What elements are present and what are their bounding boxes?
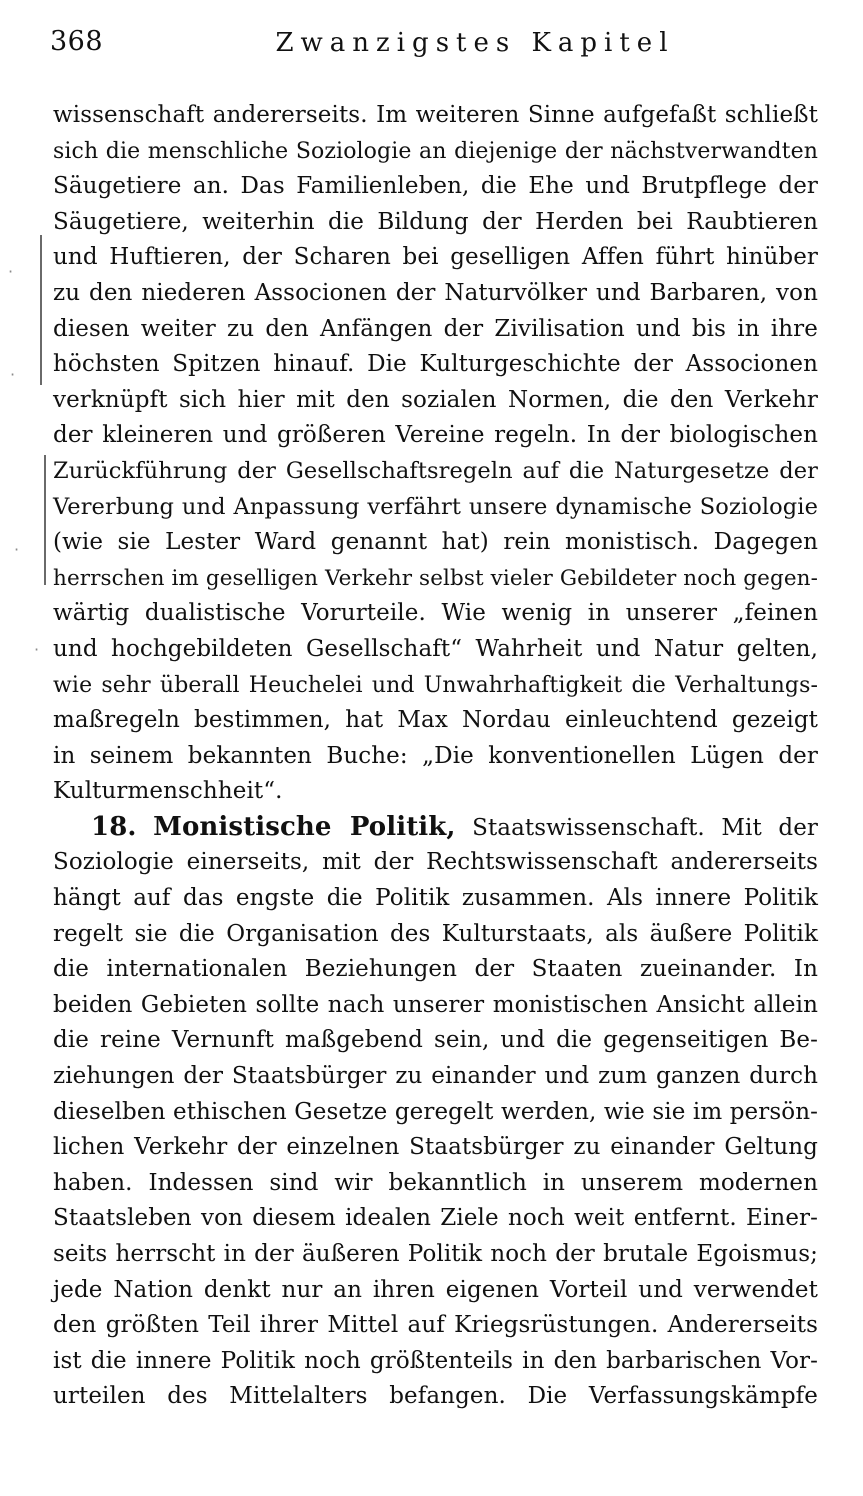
text-line: diesen weiter zu den Anfängen der Zivilisation und bis in ihre — [53, 315, 818, 342]
text-line: sich die menschliche Soziologie an diejenige der nächstverwandten — [53, 138, 818, 164]
pencil-line-lower — [44, 455, 46, 585]
text-line: Staatsleben von diesem idealen Ziele noch weit entfernt. Einer- — [53, 1205, 818, 1232]
text-line: Soziologie einerseits, mit der Rechtswissenschaft andererseits — [53, 849, 818, 876]
text-line: maßregeln bestimmen, hat Max Nordau einleuchtend gezeigt — [53, 707, 818, 734]
pencil-mark: · — [34, 640, 40, 659]
text-line: Zurückführung der Gesellschaftsregeln auf die Naturgesetze der — [53, 457, 818, 484]
text-line: urteilen des Mittelalters befangen. Die Verfassungskämpfe — [53, 1383, 818, 1410]
text-line: und Huftieren, der Scharen bei geselligen Affen führt hinüber — [53, 244, 818, 271]
text-line: dieselben ethischen Gesetze geregelt werden, wie sie im persön- — [53, 1098, 818, 1125]
text-line: lichen Verkehr der einzelnen Staatsbürger zu einander Geltung — [53, 1134, 818, 1161]
text-line: haben. Indessen sind wir bekanntlich in unserem modernen — [53, 1169, 818, 1196]
text-line: den größten Teil ihrer Mittel auf Kriegsrüstungen. Andererseits — [53, 1312, 818, 1339]
text-line: der kleineren und größeren Vereine regeln. In der biologischen — [53, 422, 818, 449]
running-head: Zwanzigstes Kapitel — [275, 28, 675, 58]
text-line: Säugetiere an. Das Familienleben, die Ehe und Brutpflege der — [53, 173, 818, 200]
text-line: Vererbung und Anpassung verfährt unsere dynamische Soziologie — [53, 493, 818, 520]
text-line: in seinem bekannten Buche: „Die konventionellen Lügen der — [53, 742, 818, 769]
page-number: 368 — [50, 26, 104, 57]
pencil-margin-marks — [0, 0, 60, 1496]
text-line: wie sehr überall Heuchelei und Unwahrhaftigkeit die Verhaltungs- — [53, 672, 818, 698]
text-line: Säugetiere, weiterhin die Bildung der Herden bei Raubtieren — [53, 208, 818, 235]
pencil-mark: · — [8, 262, 14, 281]
text-line: herrschen im geselligen Verkehr selbst vieler Gebildeter noch gegen- — [53, 565, 818, 591]
text-line: höchsten Spitzen hinauf. Die Kulturgeschichte der Associonen — [53, 351, 818, 378]
pencil-mark: · — [14, 540, 20, 559]
text-line: jede Nation denkt nur an ihren eigenen Vorteil und verwendet — [53, 1276, 818, 1303]
section-number: 18. — [91, 811, 137, 842]
text-line: (wie sie Lester Ward genannt hat) rein monistisch. Dagegen — [53, 529, 818, 556]
text-line: ziehungen der Staatsbürger zu einander und zum ganzen durch — [53, 1063, 818, 1090]
pencil-line-upper — [40, 235, 42, 385]
body-text — [53, 98, 818, 1415]
text-line: wärtig dualistische Vorurteile. Wie wenig in unserer „feinen — [53, 600, 818, 627]
text-line: zu den niederen Associonen der Naturvölker und Barbaren, von — [53, 279, 818, 306]
pencil-mark: · — [10, 365, 16, 384]
text-line: ist die innere Politik noch größtenteils in den barbarischen Vor- — [53, 1347, 818, 1374]
text-line: verknüpft sich hier mit den sozialen Normen, die den Verkehr — [53, 386, 818, 413]
text-line: Kulturmenschheit“. — [53, 778, 283, 805]
section-subtitle: Staatswissenschaft. Mit der — [472, 814, 819, 841]
text-line: regelt sie die Organisation des Kulturstaats, als äußere Politik — [53, 920, 818, 947]
text-line: hängt auf das engste die Politik zusammen. Als innere Politik — [53, 885, 818, 912]
text-line: die internationalen Beziehungen der Staaten zueinander. In — [53, 956, 818, 983]
text-line: die reine Vernunft maßgebend sein, und die gegenseitigen Be- — [53, 1027, 818, 1054]
section-heading-line — [53, 810, 818, 846]
text-line: beiden Gebieten sollte nach unserer monistischen Ansicht allein — [53, 991, 818, 1018]
text-line: wissenschaft andererseits. Im weiteren Sinne aufgefaßt schließt — [53, 102, 818, 128]
page-header — [50, 22, 820, 72]
text-line: seits herrscht in der äußeren Politik noch der brutale Egoismus; — [53, 1241, 818, 1267]
section-title: Monistische Politik, — [153, 811, 456, 842]
text-line: und hochgebildeten Gesellschaft“ Wahrheit und Natur gelten, — [53, 635, 818, 662]
